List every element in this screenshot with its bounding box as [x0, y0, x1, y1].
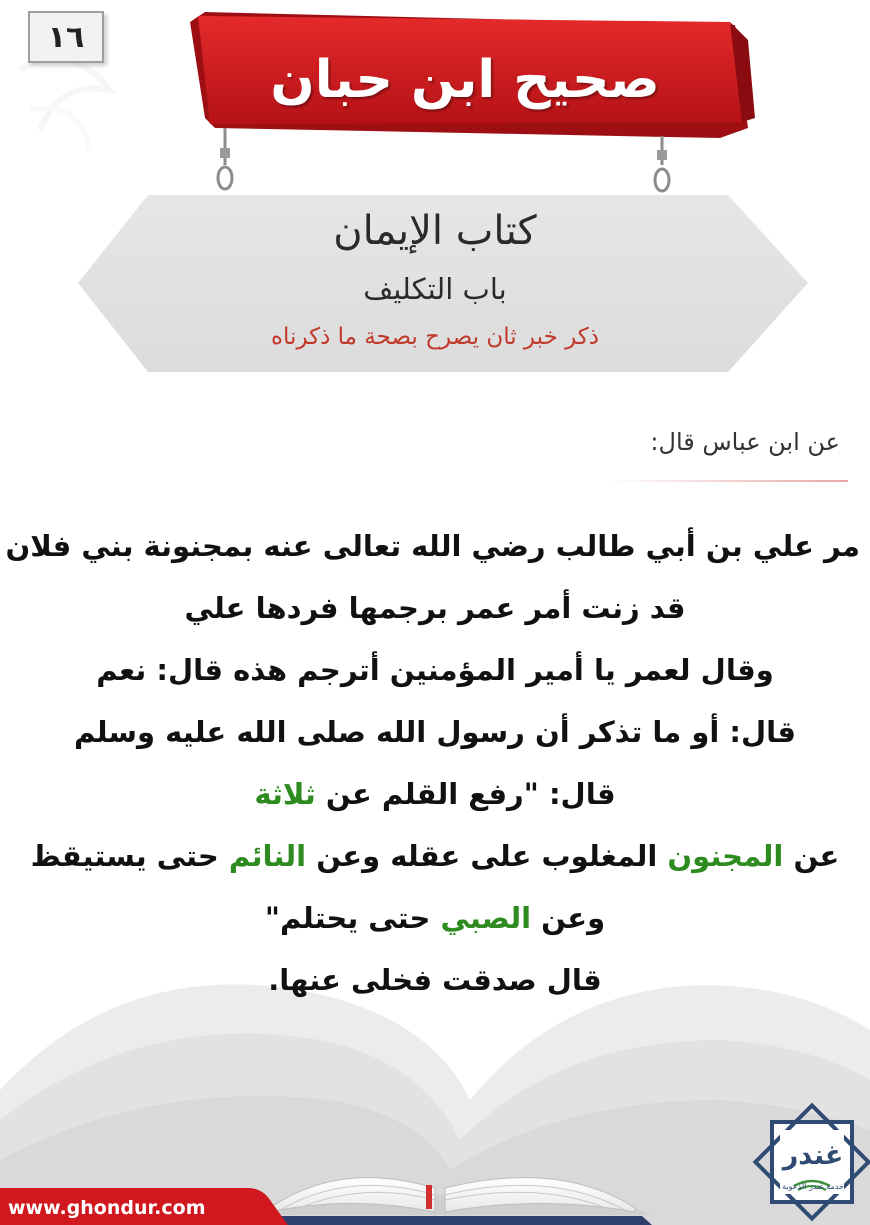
- hadith-text-segment: حتى يستيقظ: [30, 839, 229, 873]
- highlight-word: الصبي: [440, 901, 532, 935]
- hadith-line-2: قد زنت أمر عمر برجمها فردها علي: [184, 591, 686, 625]
- hadith-text-segment: حتى يحتلم": [264, 901, 441, 935]
- hadith-line-8: قال صدقت فخلى عنها.: [268, 963, 602, 997]
- hadith-line-4: قال: أو ما تذكر أن رسول الله صلى الله عليه وسلم: [73, 715, 797, 749]
- hadith-line-1: مر علي بن أبي طالب رضي الله تعالى عنه بمجنونة بني فلان: [5, 529, 860, 563]
- hadith-line-7: [10, 887, 860, 949]
- hadith-text-segment: وعن: [531, 901, 606, 935]
- website-link[interactable]: www.ghondur.com: [8, 1197, 206, 1219]
- logo-wordmark: غندر: [782, 1140, 844, 1171]
- narrator-intro: عن ابن عباس قال:: [650, 428, 840, 456]
- hadith-text-segment: عن: [783, 839, 840, 873]
- hadith-line-5: [10, 763, 860, 825]
- hanger-hooks: [218, 128, 669, 191]
- hadith-line-3: وقال لعمر يا أمير المؤمنين أترجم هذه قال: نعم: [96, 653, 774, 687]
- section-title: ذكر خبر ثان يصرح بصحة ما ذكرناه: [271, 324, 599, 350]
- hadith-text-segment: المغلوب على عقله وعن: [306, 839, 668, 873]
- highlight-word: ثلاثة: [254, 777, 316, 811]
- decor-swirl: [20, 59, 110, 150]
- highlight-word: النائم: [228, 839, 307, 873]
- narrator-divider: [608, 480, 848, 482]
- logo-subtitle: خدمة غندر الدعوية: [782, 1182, 844, 1191]
- hadith-text-segment: قال: "رفع القلم عن: [315, 777, 616, 811]
- highlight-word: المجنون: [667, 839, 784, 873]
- hadith-text: [5, 515, 860, 1011]
- hadith-line-6: [10, 825, 860, 887]
- book-title: كتاب الإيمان: [333, 208, 537, 254]
- page-number: ١٦: [28, 11, 104, 63]
- chapter-title: باب التكليف: [363, 272, 507, 306]
- banner-title: صحيح ابن حبان: [270, 50, 660, 110]
